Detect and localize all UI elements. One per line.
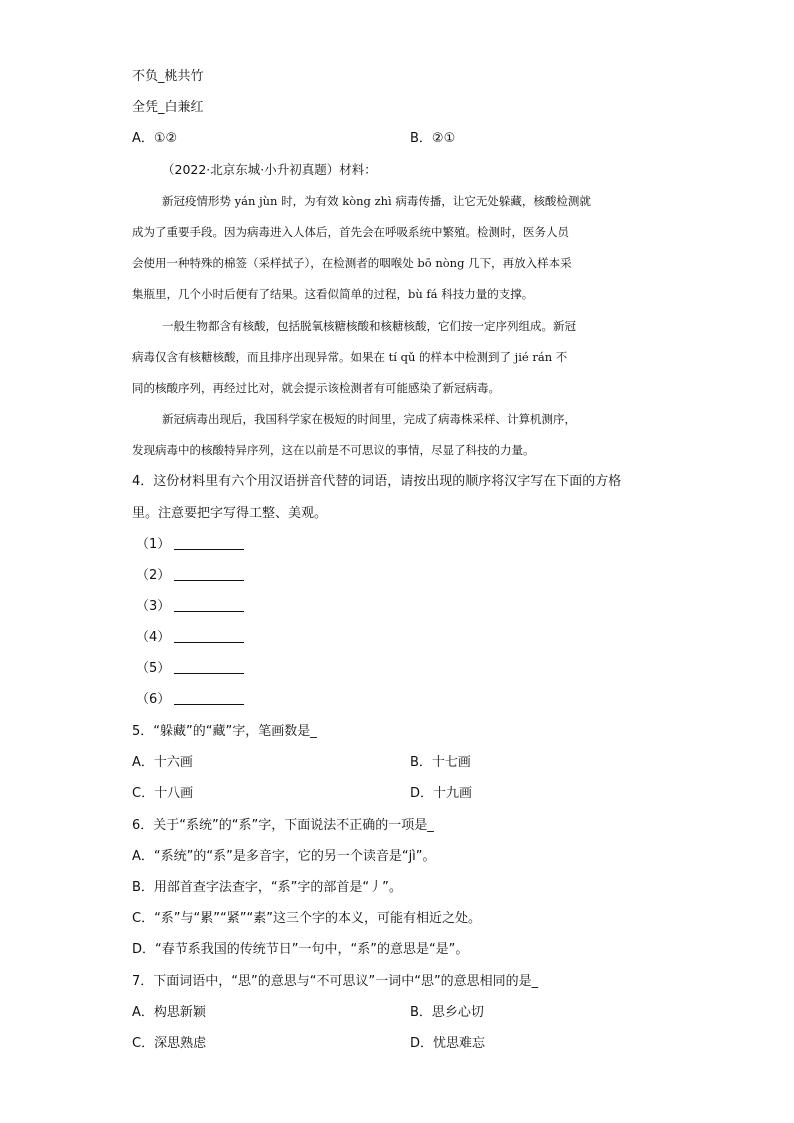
answer-blank-row	[136, 566, 244, 586]
material-line: 同的核酸序列，再经过比对，就会提示该检测者有可能感染了新冠病毒。	[132, 381, 500, 395]
material-header: （2022·北京东城·小升初真题）材料：	[162, 162, 377, 177]
q4-stem: 4．这份材料里有六个用汉语拼音代替的词语，请按出现的顺序将汉字写在下面的方格	[132, 474, 622, 489]
material-line: 新冠病毒出现后，我国科学家在极短的时间里，完成了病毒株采样、计算机测序，	[162, 412, 576, 426]
answer-blank-row	[136, 597, 244, 617]
answer-blank-row	[136, 659, 244, 679]
q3-option-a: A．①②	[132, 131, 178, 146]
blank-label: （4）	[136, 630, 171, 645]
answer-blank-row	[136, 690, 244, 710]
poem-line: 不负_桃共竹	[132, 69, 204, 84]
q3-option-b: B．②①	[410, 131, 456, 146]
answer-blank-row	[136, 628, 244, 648]
q5-option-d: D．十九画	[410, 786, 473, 801]
q6-stem: 6．关于“系统”的“系”字，下面说法不正确的一项是_	[132, 818, 434, 833]
blank-label: （1）	[136, 537, 171, 552]
material-line: 新冠疫情形势 yán jùn 时，为有效 kòng zhì 病毒传播，让它无处躲藏，核酸检测就	[162, 194, 591, 208]
q7-option-a: A．构思新颖	[132, 1005, 206, 1020]
material-line: 发现病毒中的核酸特异序列，这在以前是不可思议的事情，尽显了科技的力量。	[132, 443, 535, 457]
answer-blank[interactable]	[174, 597, 244, 612]
material-line: 病毒仅含有核糖核酸，而且排序出现异常。如果在 tí qǔ 的样本中检测到了 jié rán 不	[132, 350, 568, 364]
blank-label: （5）	[136, 661, 171, 676]
material-line: 会使用一种特殊的棉签（采样拭子），在检测者的咽喉处 bō nòng 几下，再放入样本采	[132, 256, 572, 270]
answer-blank-row	[136, 535, 244, 555]
answer-blank[interactable]	[174, 628, 244, 643]
poem-line: 全凭_白兼红	[132, 100, 204, 115]
answer-blank[interactable]	[174, 659, 244, 674]
blank-label: （6）	[136, 692, 171, 707]
material-line: 集瓶里，几个小时后便有了结果。这看似简单的过程，bù fá 科技力量的支撑。	[132, 287, 534, 301]
q5-option-b: B．十七画	[410, 755, 471, 770]
q7-option-d: D．忧思难忘	[410, 1036, 486, 1051]
q5-option-a: A．十六画	[132, 755, 193, 770]
q6-option-d: D．“春节系我国的传统节日”一句中，“系”的意思是“是”。	[132, 942, 469, 957]
q7-option-c: C．深思熟虑	[132, 1036, 207, 1051]
q6-option-a: A．“系统”的“系”是多音字，它的另一个读音是“jì”。	[132, 849, 436, 864]
q6-option-b: B．用部首查字法查字，“系”字的部首是“丿”。	[132, 880, 402, 895]
q7-option-b: B．思乡心切	[410, 1005, 484, 1020]
q5-stem: 5．“躲藏”的“藏”字，笔画数是_	[132, 724, 317, 739]
q5-option-c: C．十八画	[132, 786, 194, 801]
blank-label: （3）	[136, 599, 171, 614]
q4-stem-cont: 里。注意要把字写得工整、美观。	[132, 506, 328, 521]
material-line: 成为了重要手段。因为病毒进入人体后，首先会在呼吸系统中繁殖。检测时，医务人员	[132, 225, 569, 239]
material-line: 一般生物都含有核酸，包括脱氧核糖核酸和核糖核酸，它们按一定序列组成。新冠	[162, 319, 576, 333]
answer-blank[interactable]	[174, 535, 244, 550]
q7-stem: 7．下面词语中，“思”的意思与“不可思议”一词中“思”的意思相同的是_	[132, 974, 539, 989]
answer-blank[interactable]	[174, 690, 244, 705]
blank-label: （2）	[136, 568, 171, 583]
answer-blank[interactable]	[174, 566, 244, 581]
q6-option-c: C．“系”与“累”“紧”“素”这三个字的本义，可能有相近之处。	[132, 911, 481, 926]
